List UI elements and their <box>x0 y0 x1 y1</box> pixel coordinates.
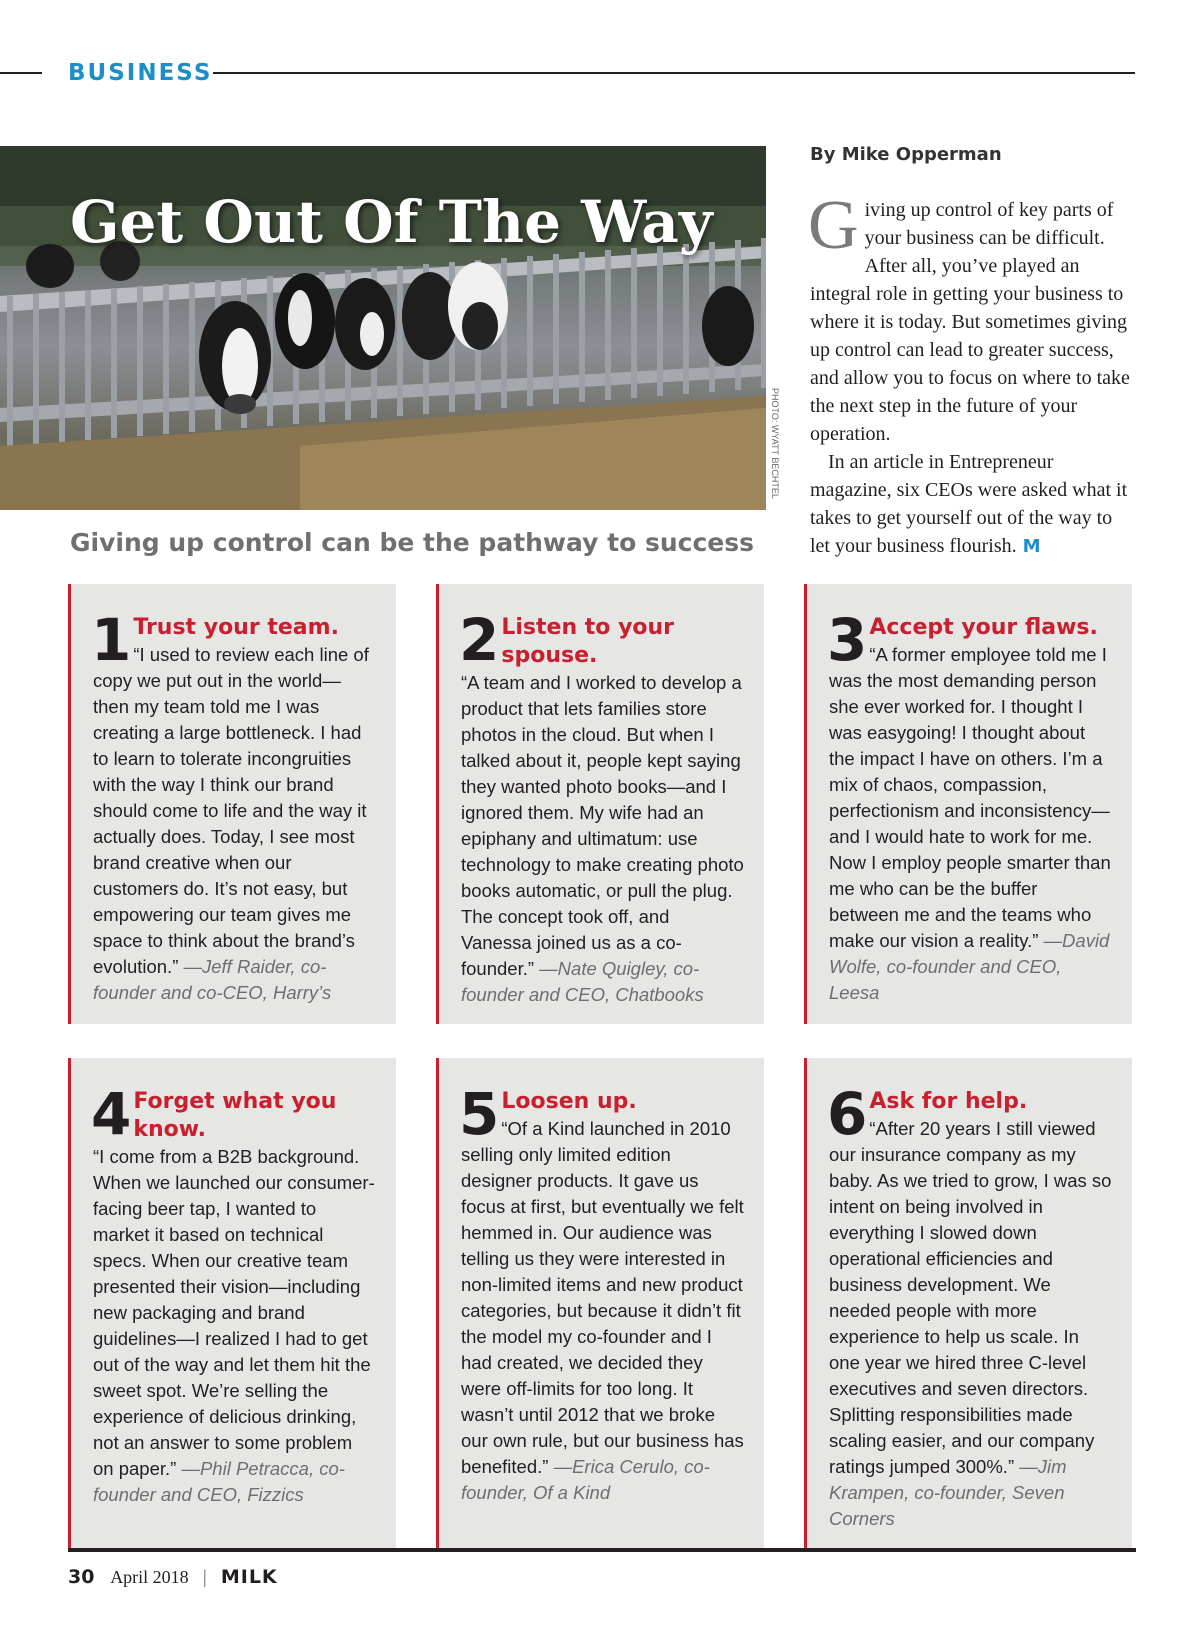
tip-quote: “I come from a B2B background. When we launched our consumer-facing beer tap, I wanted to market it based on technical specs. When our creative team presented their vision—including new packaging and brand guidelines—I realized I had to get out of the way and let them hit the sweet spot. We’re selling the experience of delicious drinking, not an answer to some problem on paper.” <box>93 1146 375 1479</box>
tip-box-4 <box>68 1058 396 1548</box>
tip-number: 4 <box>91 1080 130 1148</box>
tip-heading: Loosen up. <box>501 1089 637 1114</box>
tip-attribution: —Phil Petracca, co-founder and CEO, Fizzics <box>93 1458 345 1505</box>
tip-number: 1 <box>91 606 130 674</box>
tip-number: 6 <box>827 1080 866 1148</box>
tip-body <box>461 670 744 1008</box>
section-rule-right <box>213 72 1135 74</box>
tip-attribution: —Jeff Raider, co-founder and co-CEO, Harry’s <box>93 956 332 1003</box>
intro-paragraph-1 <box>808 187 1136 448</box>
tip-quote: “I used to review each line of copy we put out in the world—then my team told me I was creating a large bottleneck. I had to learn to tolerate incongruities with the way I think our brand should come to life and the way it actually does. Today, I see most brand creative when our customers do. It’s not easy, but empowering our team gives me space to think about the brand’s evolution.” <box>93 644 369 977</box>
hero-photo <box>0 146 766 510</box>
intro-p1-text: iving up control of key parts of your business can be difficult. After all, you’ve played an integral role in getting your business to where it is today. But sometimes giving up control can lead to greater success, and allow you to focus on where to take the next step in the future of your operation. <box>810 199 1130 445</box>
tip-body <box>93 1144 376 1508</box>
dropcap: G <box>808 187 859 264</box>
tip-heading: Accept your flaws. <box>869 615 1098 640</box>
tip-box-1 <box>68 584 396 1024</box>
tip-quote: “A team and I worked to develop a product that lets families store photos in the cloud. But when I talked about it, people kept saying they wanted photo books—and I ignored them. My wife had an epiphany and ultimatum: use technology to make creating photo books automatic, or pull the plug. The concept took off, and Vanessa joined us as a co-founder.” <box>461 672 744 979</box>
intro-text <box>808 187 1136 561</box>
section-rule-left <box>0 72 42 74</box>
tip-heading: Forget what you know. <box>133 1089 337 1142</box>
section-label: BUSINESS <box>68 60 213 86</box>
tip-heading: Trust your team. <box>133 615 339 640</box>
tip-number: 3 <box>827 606 866 674</box>
tip-heading: Ask for help. <box>869 1089 1028 1114</box>
tip-body <box>829 1116 1112 1532</box>
tip-attribution: —Erica Cerulo, co-founder, Of a Kind <box>461 1456 710 1503</box>
end-mark: M <box>1022 536 1041 557</box>
article-title: Get Out Of The Way <box>70 188 713 256</box>
photo-credit: PHOTO: WYATT BECHTEL <box>770 388 780 499</box>
intro-p2-text: In an article in Entrepreneur magazine, six CEOs were asked what it takes to get yourself out of the way to let your business flourish. <box>810 451 1128 557</box>
tip-body <box>829 642 1112 1006</box>
magazine-logo: MILK <box>220 1566 278 1588</box>
tip-box-6 <box>804 1058 1132 1548</box>
page-footer <box>68 1566 278 1588</box>
tip-quote: “After 20 years I still viewed our insurance company as my baby. As we tried to grow, I was so intent on being involved in everything I slowed down operational efficiencies and business development. We needed people with more experience to help us scale. In one year we hired three C-level executives and seven directors. Splitting responsibilities made scaling easier, and our company ratings jumped 300%.” <box>829 1118 1112 1477</box>
issue-date: April 2018 <box>110 1567 189 1587</box>
tip-quote: “Of a Kind launched in 2010 selling only limited edition designer products. It gave us focus at first, but eventually we felt hemmed in. Our audience was telling us they were interested in non-limited items and new product categories, but because it didn’t fit the model my co-founder and I had created, we decided they were off-limits for too long. It wasn’t until 2012 that we broke our own rule, but our business has benefited.” <box>461 1118 744 1477</box>
tip-body <box>93 642 376 1006</box>
tip-attribution: —David Wolfe, co-founder and CEO, Leesa <box>829 930 1110 1003</box>
bottom-rule <box>68 1548 1136 1552</box>
tip-box-3 <box>804 584 1132 1024</box>
footer-separator: | <box>202 1567 208 1587</box>
tip-attribution: —Nate Quigley, co-founder and CEO, Chatbooks <box>461 958 704 1005</box>
tip-quote: “A former employee told me I was the most demanding person she ever worked for. I thought I was easygoing! I thought about the impact I have on others. I’m a mix of chaos, compassion, perfectionism and inconsistency—and I would hate to work for me. Now I employ people smarter than me who can be the buffer between me and the teams who make our vision a reality.” <box>829 644 1111 951</box>
tip-number: 2 <box>459 606 498 674</box>
intro-paragraph-2 <box>810 448 1136 561</box>
tip-number: 5 <box>459 1080 498 1148</box>
tip-box-5 <box>436 1058 764 1548</box>
tip-heading: Listen to your spouse. <box>501 615 675 668</box>
tip-box-2 <box>436 584 764 1024</box>
tip-body <box>461 1116 744 1506</box>
byline: By Mike Opperman <box>810 144 1002 165</box>
tip-attribution: —Jim Krampen, co-founder, Seven Corners <box>829 1456 1067 1529</box>
page-number: 30 <box>68 1566 95 1588</box>
article-subtitle: Giving up control can be the pathway to success <box>70 528 754 557</box>
